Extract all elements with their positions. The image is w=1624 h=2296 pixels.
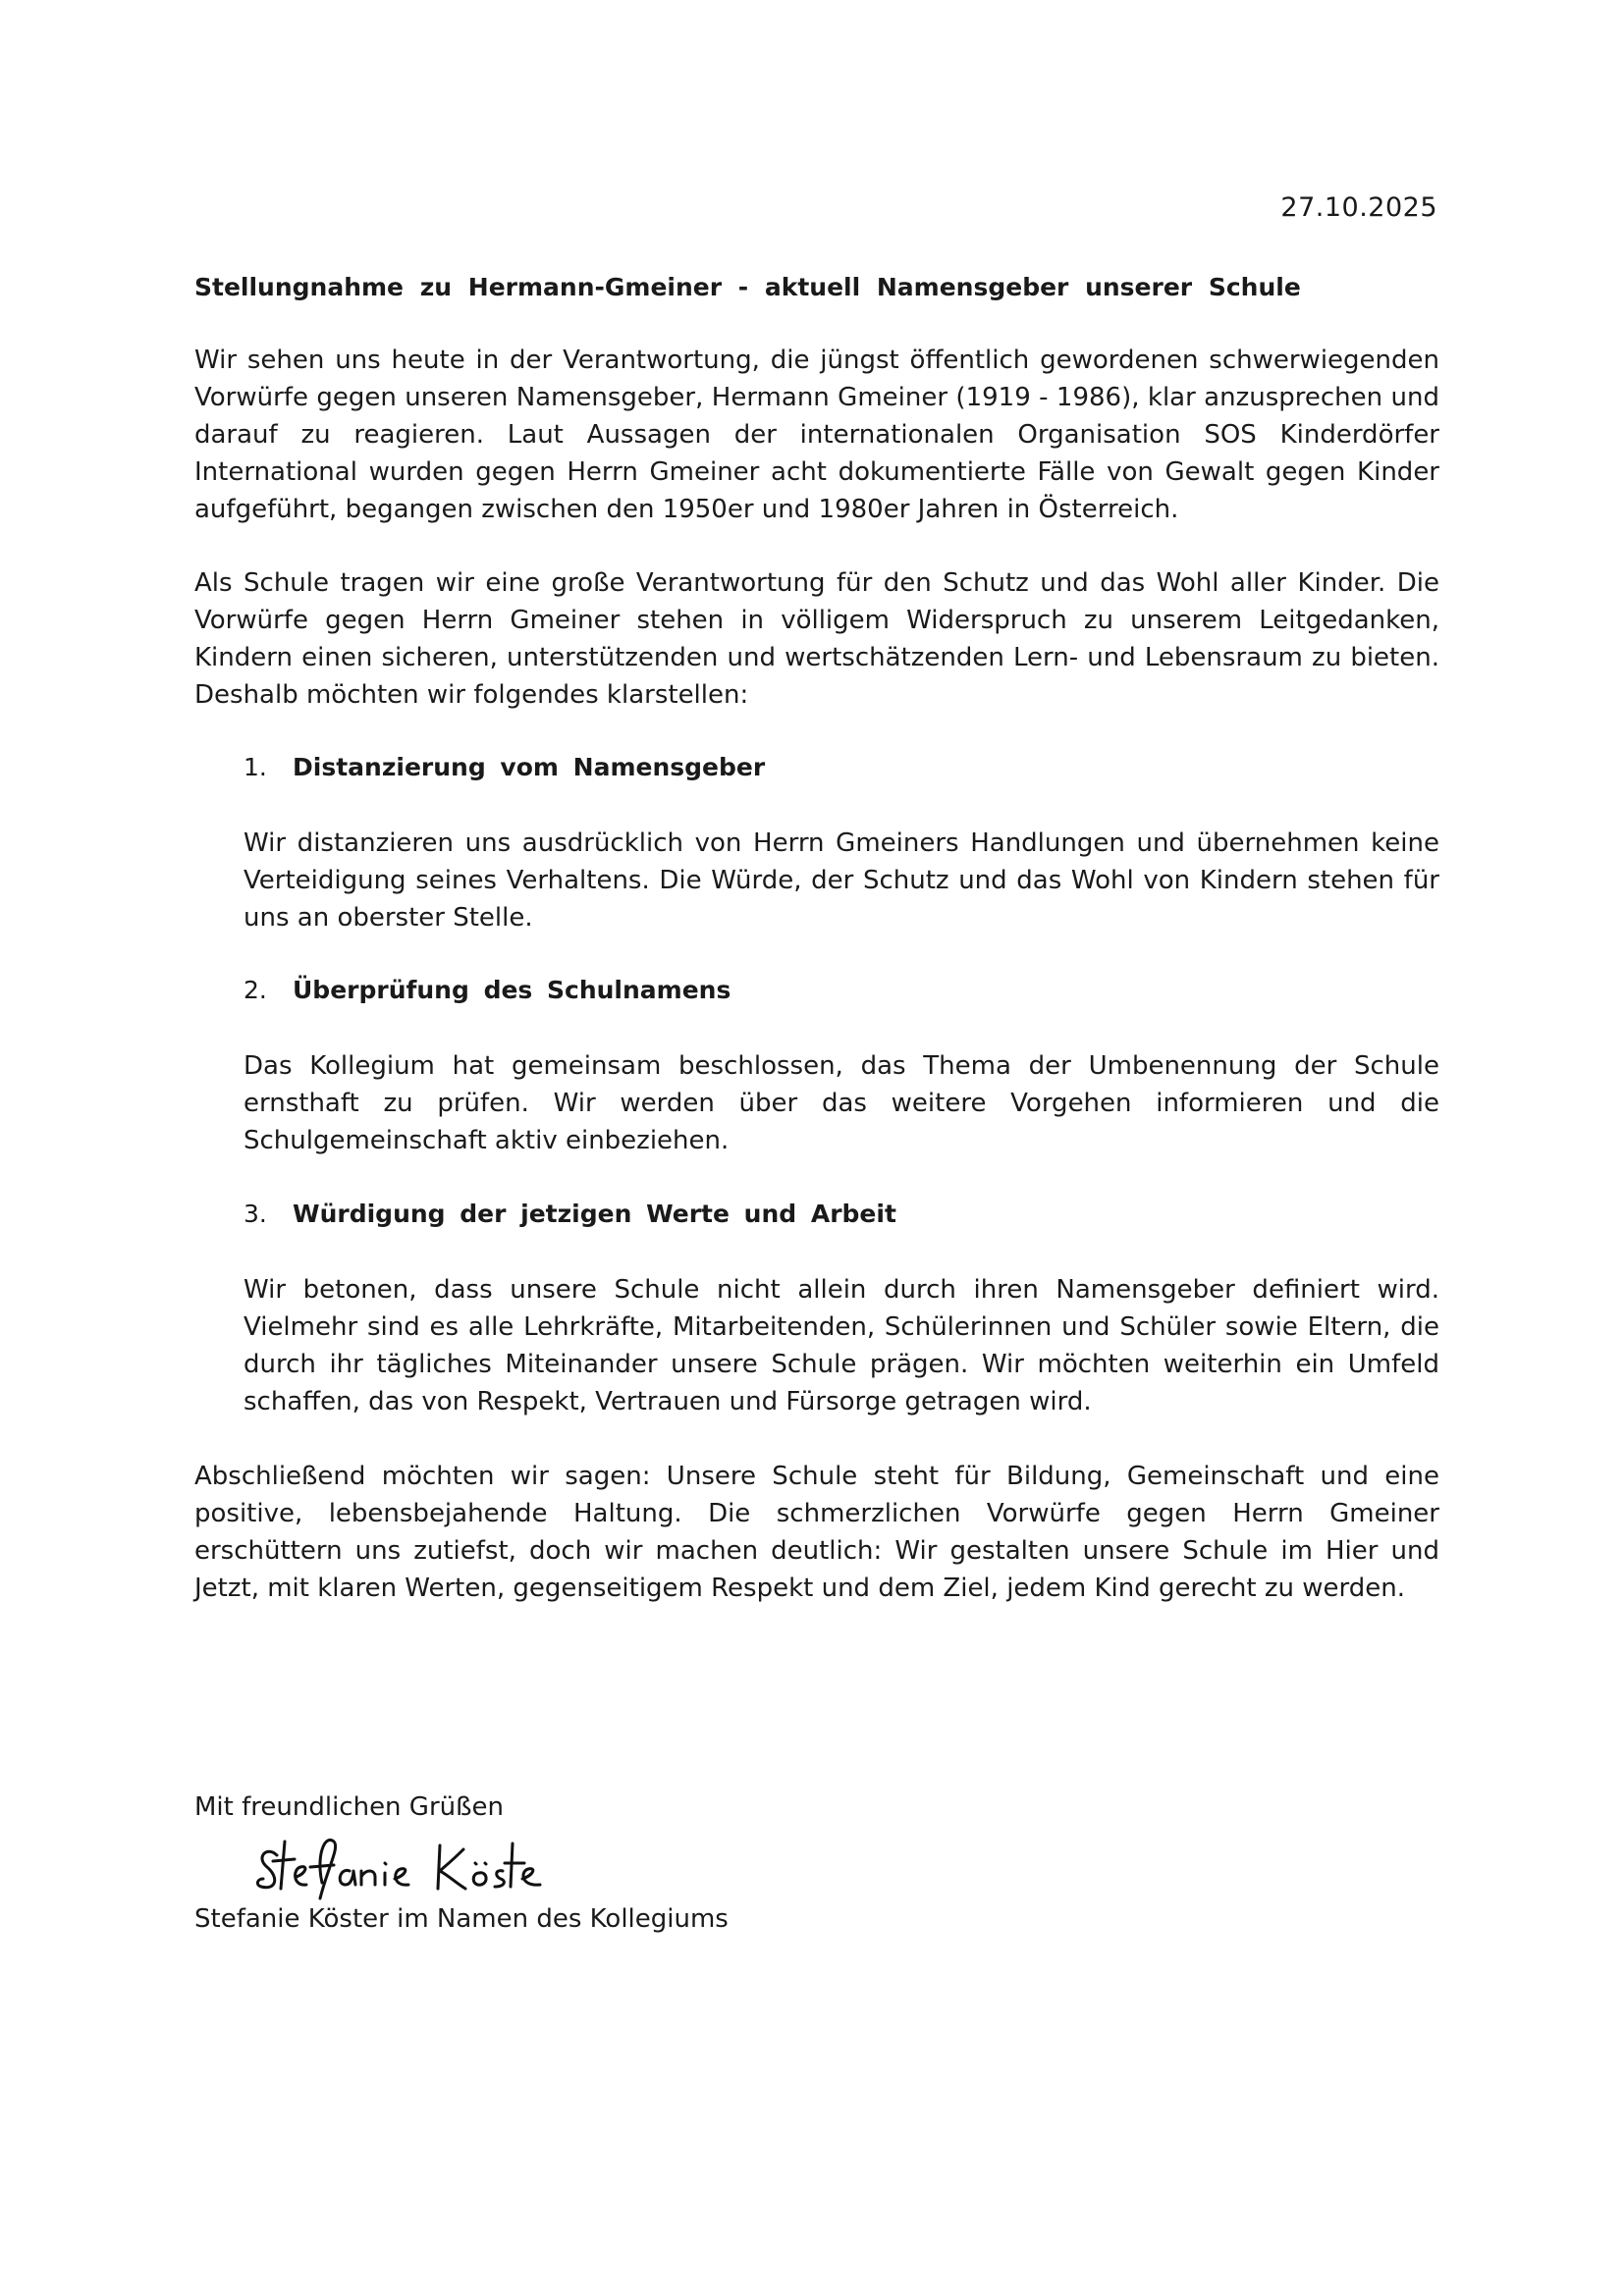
- intro-paragraph-2: Als Schule tragen wir eine große Verantwortung für den Schutz und das Wohl aller Kinder. Die Vorwürfe gegen Herrn Gmeiner stehen in völligem Widerspruch zu unserem Leitgedanken, Kindern einen sicheren, unterstützenden und wertschätzenden Lern- und Lebensraum zu bieten. Deshalb möchten wir folgendes klarstellen:: [194, 568, 1439, 710]
- handwritten-signature: [255, 1828, 569, 1906]
- intro-paragraph-1: Wir sehen uns heute in der Verantwortung, die jüngst öffentlich gewordenen schwerwiegenden Vorwürfe gegen unseren Namensgeber, Hermann Gmeiner (1919 - 1986), klar anzusprechen und darauf zu reagieren. Laut Aussagen der internationalen Organisation SOS Kinderdörfer International wurden gegen Herrn Gmeiner acht dokumentierte Fälle von Gewalt gegen Kinder aufgeführt, begangen zwischen den 1950er und 1980er Jahren in Österreich.: [194, 346, 1439, 524]
- item-heading-text-2: Überprüfung des Schulnamens: [293, 976, 731, 1004]
- item-heading-1: [244, 753, 765, 781]
- item-number-3: 3.: [244, 1200, 267, 1228]
- item-heading-text-3: Würdigung der jetzigen Werte und Arbeit: [293, 1200, 896, 1228]
- item-body-2: Das Kollegium hat gemeinsam beschlossen, das Thema der Umbenennung der Schule ernsthaft zu prüfen. Wir werden über das weitere Vorgehen informieren und die Schulgemeinschaft aktiv einbeziehen.: [244, 1051, 1439, 1155]
- item-number-1: 1.: [244, 753, 267, 781]
- item-body-3: Wir betonen, dass unsere Schule nicht allein durch ihren Namensgeber definiert wird. Vielmehr sind es alle Lehrkräfte, Mitarbeitenden, Schülerinnen und Schüler sowie Eltern, die durch ihr tägliches Miteinander unsere Schule prägen. Wir möchten weiterhin ein Umfeld schaffen, das von Respekt, Vertrauen und Fürsorge getragen wird.: [244, 1275, 1439, 1416]
- signer-name: Stefanie Köster im Namen des Kollegiums: [194, 1904, 729, 1934]
- item-heading-text-1: Distanzierung vom Namensgeber: [293, 753, 766, 781]
- conclusion-paragraph: Abschließend möchten wir sagen: Unsere Schule steht für Bildung, Gemeinschaft und eine positive, lebensbejahende Haltung. Die schmerzlichen Vorwürfe gegen Herrn Gmeiner erschüttern uns zutiefst, doch wir machen deutlich: Wir gestalten unsere Schule im Hier und Jetzt, mit klaren Werten, gegenseitigem Respekt und dem Ziel, jedem Kind gerecht zu werden.: [194, 1462, 1439, 1603]
- letter-title: Stellungnahme zu Hermann-Gmeiner - aktuell Namensgeber unserer Schule: [194, 273, 1301, 301]
- item-heading-3: [244, 1200, 896, 1228]
- item-body-1: Wir distanzieren uns ausdrücklich von Herrn Gmeiners Handlungen und übernehmen keine Verteidigung seines Verhaltens. Die Würde, der Schutz und das Wohl von Kindern stehen für uns an oberster Stelle.: [244, 828, 1439, 933]
- item-heading-2: [244, 976, 731, 1004]
- item-number-2: 2.: [244, 976, 267, 1004]
- letter-date: 27.10.2025: [1280, 192, 1437, 223]
- closing-greeting: Mit freundlichen Grüßen: [194, 1792, 504, 1822]
